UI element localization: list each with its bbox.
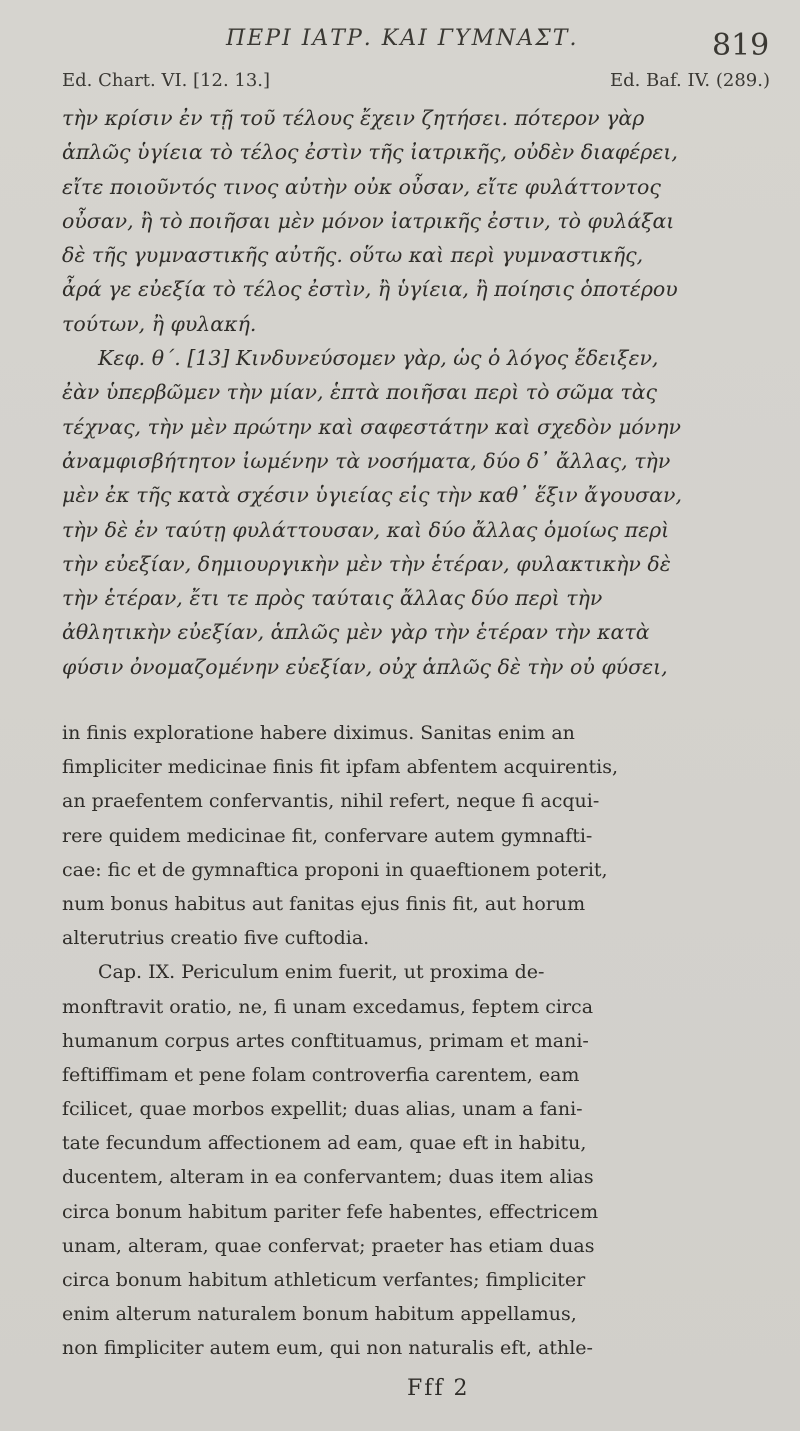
page-number: 819 [712, 28, 770, 63]
latin-line: alterutrius creatio five cuftodia. [62, 927, 370, 950]
latin-line: circa bonum habitum athleticum verfantes; fimpliciter [62, 1269, 586, 1291]
greek-line: δὲ τῆς γυμναστικῆς αὐτῆς. οὕτω καὶ περὶ γυμναστικῆς, [62, 243, 644, 268]
latin-line: unam, alteram, quae confervat; praeter has etiam duas [62, 1234, 595, 1257]
latin-line: non fimpliciter autem eum, qui non naturalis eft, athle- [62, 1337, 593, 1360]
latin-line: fimpliciter medicinae finis fit ipfam abfentem acquirentis, [62, 756, 619, 779]
latin-line: tate fecundum affectionem ad eam, quae eft in habitu, [62, 1132, 587, 1155]
greek-line: τέχνας, τὴν μὲν πρώτην καὶ σαφεστάτην καὶ σχεδὸν μόνην [62, 414, 681, 439]
latin-line: rere quidem medicinae fit, confervare autem gymnafti- [62, 824, 593, 847]
greek-line: ἀθλητικὴν εὐεξίαν, ἁπλῶς μὲν γὰρ τὴν ἑτέραν τὴν κατὰ [62, 620, 650, 645]
edition-chartier: Ed. Chart. VI. [12. 13.] [62, 70, 271, 91]
greek-line-chapter-start: Κεφ. θ΄. [13] Κινδυνεύσομεν γὰρ, ὡς ὁ λόγος ἔδειξεν, [98, 346, 659, 371]
greek-line: εἴτε ποιοῦντός τινος αὐτὴν οὐκ οὖσαν, εἴτε φυλάττοντος [62, 174, 661, 199]
greek-line: μὲν ἐκ τῆς κατὰ σχέσιν ὑγιείας εἰς τὴν καθ᾽ ἕξιν ἄγουσαν, [62, 483, 682, 508]
greek-line: τὴν εὐεξίαν, δημιουργικὴν μὲν τὴν ἑτέραν, φυλακτικὴν δὲ [62, 551, 671, 576]
greek-line: ἆρά γε εὐεξία τὸ τέλος ἐστὶν, ἢ ὑγίεια, ἢ ποίησις ὁποτέρου [62, 277, 678, 302]
latin-line: in finis exploratione habere diximus. Sanitas enim an [62, 722, 575, 744]
latin-text-block [62, 716, 772, 1366]
latin-line: feftiffimam et pene folam controverfia carentem, eam [62, 1063, 580, 1086]
latin-line: num bonus habitus aut fanitas ejus finis fit, aut horum [62, 892, 586, 915]
greek-line: τὴν δὲ ἐν ταύτῃ φυλάττουσαν, καὶ δύο ἄλλας ὁμοίως περὶ [62, 517, 670, 542]
greek-line: οὖσαν, ἢ τὸ ποιῆσαι μὲν μόνον ἰατρικῆς ἐστιν, τὸ φυλάξαι [62, 208, 675, 233]
running-title: ΠΕΡΙ ΙΑΤΡ. ΚΑΙ ΓΥΜΝΑΣΤ. [226, 26, 579, 51]
printer-signature: Fff 2 [407, 1376, 470, 1401]
latin-line: humanum corpus artes conftituamus, primam et mani- [62, 1029, 589, 1052]
latin-line: enim alterum naturalem bonum habitum appellamus, [62, 1303, 577, 1326]
greek-line: τὴν ἑτέραν, ἔτι τε πρὸς ταύταις ἄλλας δύο περὶ τὴν [62, 586, 603, 611]
greek-line: τὴν κρίσιν ἐν τῇ τοῦ τέλους ἔχειν ζητήσει. πότερον γὰρ [62, 106, 645, 130]
edition-basel: Ed. Baf. IV. (289.) [609, 70, 770, 91]
greek-line: ἁπλῶς ὑγίεια τὸ τέλος ἐστὶν τῆς ἰατρικῆς, οὐδὲν διαφέρει, [62, 140, 678, 165]
latin-line: circa bonum habitum pariter fefe habentes, effectricem [62, 1200, 599, 1223]
greek-line: φύσιν ὀνομαζομένην εὐεξίαν, οὐχ ἁπλῶς δὲ τὴν οὐ φύσει, [62, 654, 668, 679]
latin-line-chapter-start: Cap. IX. Periculum enim fuerit, ut proxima de- [98, 961, 545, 984]
section-gap [62, 682, 772, 712]
latin-line: cae: fic et de gymnaftica proponi in quaeftionem poterit, [62, 858, 608, 881]
greek-line: τούτων, ἢ φυλακή. [62, 311, 257, 336]
greek-text-block [62, 101, 772, 684]
greek-line: ἀναμφισβήτητον ἰωμένην τὰ νοσήματα, δύο δ᾽ ἄλλας, τὴν [62, 448, 671, 473]
running-head [0, 26, 800, 62]
latin-line: fcilicet, quae morbos expellit; duas alias, unam a fani- [62, 1098, 583, 1121]
greek-line: ἐὰν ὑπερβῶμεν τὴν μίαν, ἑπτὰ ποιῆσαι περὶ τὸ σῶμα τὰς [62, 380, 658, 405]
latin-line: monftravit oratio, ne, fi unam excedamus, feptem circa [62, 995, 594, 1018]
latin-line: an praefentem confervantis, nihil refert, neque fi acqui- [62, 790, 600, 813]
edition-line [62, 70, 770, 96]
latin-line: ducentem, alteram in ea confervantem; duas item alias [62, 1166, 594, 1189]
